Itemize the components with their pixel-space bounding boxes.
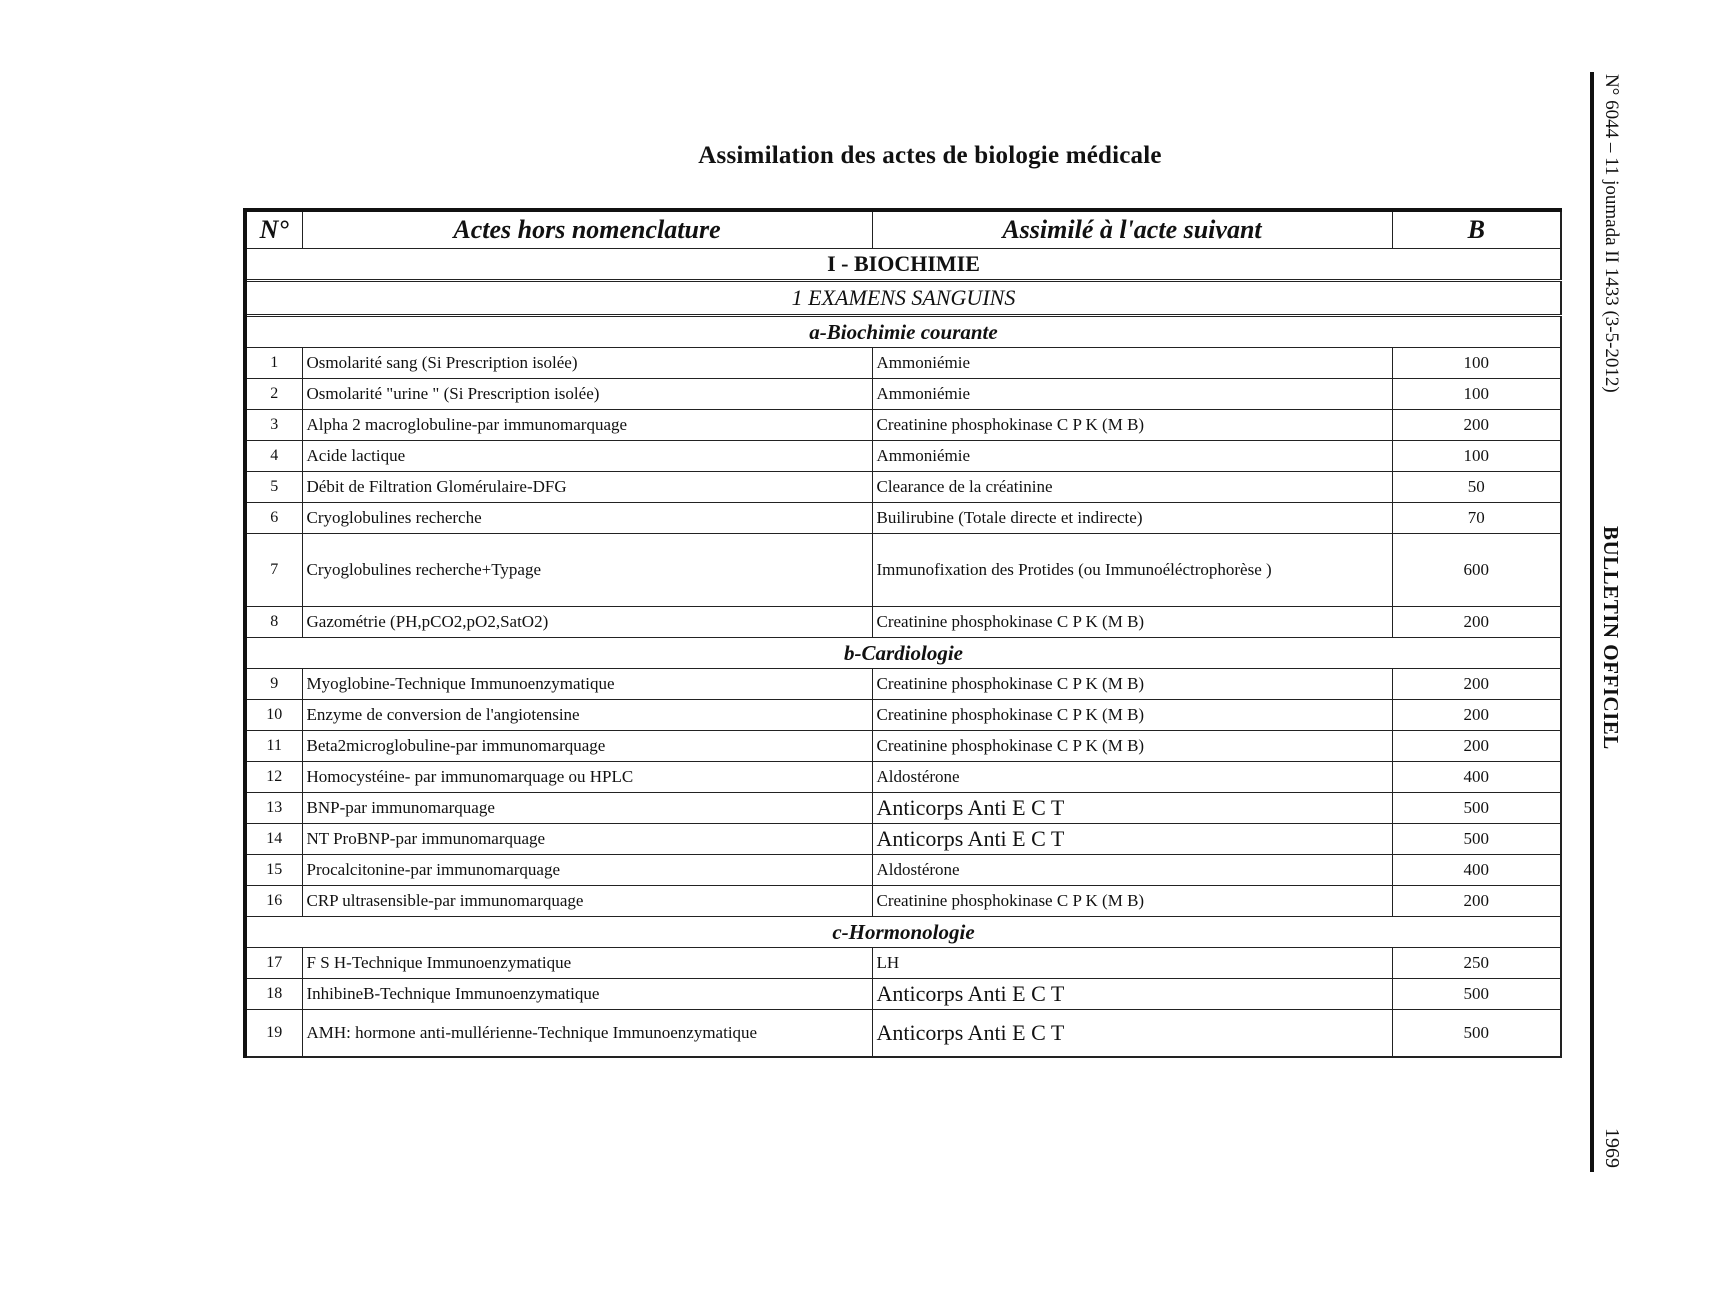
row-acte: Homocystéine- par immunomarquage ou HPLC bbox=[302, 762, 872, 793]
row-num: 13 bbox=[245, 793, 302, 824]
row-b-value: 100 bbox=[1392, 348, 1561, 379]
row-b-value: 200 bbox=[1392, 669, 1561, 700]
row-acte: BNP-par immunomarquage bbox=[302, 793, 872, 824]
row-b-value: 200 bbox=[1392, 731, 1561, 762]
row-assimile: Anticorps Anti E C T bbox=[872, 979, 1392, 1010]
table-row bbox=[245, 607, 1561, 638]
row-b-value: 200 bbox=[1392, 886, 1561, 917]
row-num: 12 bbox=[245, 762, 302, 793]
row-assimile: Creatinine phosphokinase C P K (M B) bbox=[872, 886, 1392, 917]
category-title: a-Biochimie courante bbox=[245, 316, 1561, 348]
row-b-value: 70 bbox=[1392, 503, 1561, 534]
row-num: 16 bbox=[245, 886, 302, 917]
issue-reference: N° 6044 – 11 joumada II 1433 (3-5-2012) bbox=[1601, 74, 1622, 393]
row-num: 15 bbox=[245, 855, 302, 886]
row-num: 2 bbox=[245, 379, 302, 410]
row-num: 18 bbox=[245, 979, 302, 1010]
row-assimile: Creatinine phosphokinase C P K (M B) bbox=[872, 607, 1392, 638]
row-assimile: Ammoniémie bbox=[872, 441, 1392, 472]
header-actes: Actes hors nomenclature bbox=[302, 210, 872, 249]
table-row bbox=[245, 472, 1561, 503]
section-row bbox=[245, 249, 1561, 281]
row-acte: Myoglobine-Technique Immunoenzymatique bbox=[302, 669, 872, 700]
category-row bbox=[245, 316, 1561, 348]
row-acte: Procalcitonine-par immunomarquage bbox=[302, 855, 872, 886]
row-num: 19 bbox=[245, 1010, 302, 1058]
row-num: 9 bbox=[245, 669, 302, 700]
row-assimile: LH bbox=[872, 948, 1392, 979]
row-acte: CRP ultrasensible-par immunomarquage bbox=[302, 886, 872, 917]
table-row bbox=[245, 824, 1561, 855]
table-row bbox=[245, 855, 1561, 886]
row-b-value: 500 bbox=[1392, 979, 1561, 1010]
row-acte: Acide lactique bbox=[302, 441, 872, 472]
row-acte: Alpha 2 macroglobuline-par immunomarquage bbox=[302, 410, 872, 441]
row-acte: Cryoglobulines recherche bbox=[302, 503, 872, 534]
table-row bbox=[245, 410, 1561, 441]
table-row bbox=[245, 441, 1561, 472]
row-acte: Enzyme de conversion de l'angiotensine bbox=[302, 700, 872, 731]
table-row bbox=[245, 669, 1561, 700]
page-title: Assimilation des actes de biologie médicale bbox=[698, 142, 1162, 169]
subsection-title: 1 EXAMENS SANGUINS bbox=[245, 281, 1561, 316]
row-acte: Débit de Filtration Glomérulaire-DFG bbox=[302, 472, 872, 503]
row-num: 11 bbox=[245, 731, 302, 762]
table-row bbox=[245, 503, 1561, 534]
row-assimile: Anticorps Anti E C T bbox=[872, 824, 1392, 855]
row-acte: AMH: hormone anti-mullérienne-Technique Immunoenzymatique bbox=[302, 1010, 872, 1058]
category-title: c-Hormonologie bbox=[245, 917, 1561, 948]
table-row bbox=[245, 762, 1561, 793]
category-row bbox=[245, 917, 1561, 948]
row-b-value: 500 bbox=[1392, 793, 1561, 824]
row-assimile: Creatinine phosphokinase C P K (M B) bbox=[872, 700, 1392, 731]
section-title: I - BIOCHIMIE bbox=[245, 249, 1561, 281]
row-acte: InhibineB-Technique Immunoenzymatique bbox=[302, 979, 872, 1010]
row-b-value: 400 bbox=[1392, 855, 1561, 886]
row-assimile: Immunofixation des Protides (ou Immunoéléctrophorèse ) bbox=[872, 534, 1392, 607]
row-b-value: 600 bbox=[1392, 534, 1561, 607]
table-row bbox=[245, 379, 1561, 410]
row-acte: Beta2microglobuline-par immunomarquage bbox=[302, 731, 872, 762]
row-acte: Cryoglobulines recherche+Typage bbox=[302, 534, 872, 607]
row-assimile: Aldostérone bbox=[872, 855, 1392, 886]
row-b-value: 100 bbox=[1392, 379, 1561, 410]
table-row bbox=[245, 948, 1561, 979]
row-acte: Osmolarité sang (Si Prescription isolée) bbox=[302, 348, 872, 379]
row-assimile: Creatinine phosphokinase C P K (M B) bbox=[872, 410, 1392, 441]
row-assimile: Ammoniémie bbox=[872, 348, 1392, 379]
row-b-value: 400 bbox=[1392, 762, 1561, 793]
row-b-value: 50 bbox=[1392, 472, 1561, 503]
row-num: 6 bbox=[245, 503, 302, 534]
row-num: 5 bbox=[245, 472, 302, 503]
row-acte: F S H-Technique Immunoenzymatique bbox=[302, 948, 872, 979]
sidebar-rule bbox=[1590, 72, 1594, 1172]
row-assimile: Creatinine phosphokinase C P K (M B) bbox=[872, 731, 1392, 762]
assimilation-table bbox=[243, 208, 1562, 1058]
row-b-value: 250 bbox=[1392, 948, 1561, 979]
row-assimile: Clearance de la créatinine bbox=[872, 472, 1392, 503]
row-b-value: 500 bbox=[1392, 1010, 1561, 1058]
row-acte: NT ProBNP-par immunomarquage bbox=[302, 824, 872, 855]
row-assimile: Anticorps Anti E C T bbox=[872, 793, 1392, 824]
row-b-value: 200 bbox=[1392, 700, 1561, 731]
category-title: b-Cardiologie bbox=[245, 638, 1561, 669]
table-row bbox=[245, 731, 1561, 762]
row-assimile: Anticorps Anti E C T bbox=[872, 1010, 1392, 1058]
row-num: 8 bbox=[245, 607, 302, 638]
page-number: 1969 bbox=[1601, 1128, 1623, 1168]
table-row bbox=[245, 700, 1561, 731]
row-b-value: 500 bbox=[1392, 824, 1561, 855]
row-assimile: Builirubine (Totale directe et indirecte) bbox=[872, 503, 1392, 534]
publication-name: BULLETIN OFFICIEL bbox=[1599, 526, 1623, 750]
row-num: 10 bbox=[245, 700, 302, 731]
row-b-value: 200 bbox=[1392, 410, 1561, 441]
row-assimile: Aldostérone bbox=[872, 762, 1392, 793]
category-row bbox=[245, 638, 1561, 669]
table-row bbox=[245, 793, 1561, 824]
table-row bbox=[245, 979, 1561, 1010]
row-assimile: Ammoniémie bbox=[872, 379, 1392, 410]
row-num: 17 bbox=[245, 948, 302, 979]
subsection-row bbox=[245, 281, 1561, 316]
row-acte: Gazométrie (PH,pCO2,pO2,SatO2) bbox=[302, 607, 872, 638]
row-assimile: Creatinine phosphokinase C P K (M B) bbox=[872, 669, 1392, 700]
row-num: 4 bbox=[245, 441, 302, 472]
table-row bbox=[245, 534, 1561, 607]
header-assimile: Assimilé à l'acte suivant bbox=[872, 210, 1392, 249]
table-row bbox=[245, 886, 1561, 917]
header-num: N° bbox=[245, 210, 302, 249]
header-b: B bbox=[1392, 210, 1561, 249]
row-b-value: 200 bbox=[1392, 607, 1561, 638]
row-num: 3 bbox=[245, 410, 302, 441]
row-num: 7 bbox=[245, 534, 302, 607]
row-num: 1 bbox=[245, 348, 302, 379]
table-row bbox=[245, 1010, 1561, 1058]
row-num: 14 bbox=[245, 824, 302, 855]
row-acte: Osmolarité "urine " (Si Prescription isolée) bbox=[302, 379, 872, 410]
table-header-row bbox=[245, 210, 1561, 249]
row-b-value: 100 bbox=[1392, 441, 1561, 472]
table-row bbox=[245, 348, 1561, 379]
